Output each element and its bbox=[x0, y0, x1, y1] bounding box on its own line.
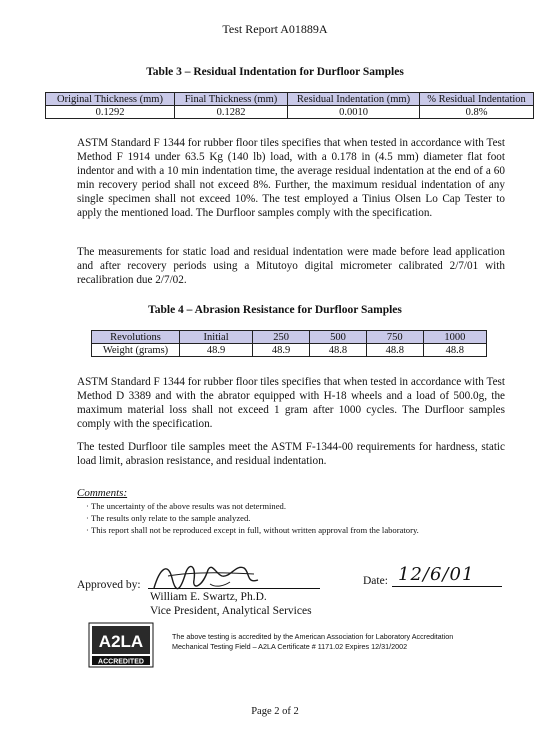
paragraph-measurement-note: The measurements for static load and residual indentation were made before lead application and after recovery periods using a Mitutoyo digital micrometer calibrated 2/7/01 with recalibration due 2/7/02. bbox=[77, 246, 505, 286]
list-item: · The uncertainty of the above results was not determined. bbox=[86, 500, 419, 512]
report-title: Test Report A01889A bbox=[222, 22, 328, 36]
list-item: · This report shall not be reproduced except in full, without written approval from the laboratory. bbox=[86, 524, 419, 536]
table3-caption: Table 3 – Residual Indentation for Durfloor Samples bbox=[146, 66, 404, 78]
table-cell: 48.8 bbox=[310, 344, 367, 357]
a2la-accredited-badge: ACCREDITED bbox=[98, 658, 144, 666]
abrasion-resistance-table bbox=[91, 330, 487, 357]
table-cell: 48.9 bbox=[253, 344, 310, 357]
paragraph-indentation-spec: ASTM Standard F 1344 for rubber floor tiles specifies that when tested in accordance with Test Method F 1914 under 63.5 Kg (140 lb) load, with a 0.178 in (4.5 mm) diameter flat foot indentor and with a 10 min indentation time, the average residual indentation at the end of a 60 min recovery period shall not exceed 8%. Further, the maximum residual indentation of any single specimen shall not exceed 10%. The test employed a Tinius Olsen Lo Cap Tester to apply the mentioned load. The Durfloor samples comply with the specification. bbox=[77, 137, 505, 219]
accreditation-line: The above testing is accredited by the American Association for Laboratory Accreditation bbox=[172, 632, 454, 641]
page-number: Page 2 of 2 bbox=[251, 706, 299, 717]
paragraph-conclusion: The tested Durfloor tile samples meet the ASTM F-1344-00 requirements for hardness, static load limit, abrasion resistance, and residual indentation. bbox=[77, 441, 505, 467]
table-row bbox=[92, 344, 487, 357]
accreditation-line: Mechanical Testing Field – A2LA Certificate # 1171.02 Expires 12/31/2002 bbox=[172, 642, 408, 651]
list-item: · The results only relate to the sample analyzed. bbox=[86, 512, 419, 524]
comments-list bbox=[86, 500, 419, 536]
signature-line bbox=[148, 588, 320, 589]
comments-heading: Comments: bbox=[77, 487, 128, 499]
approved-by-label: Approved by: bbox=[77, 579, 141, 591]
table-cell: 1000 bbox=[423, 331, 486, 344]
table-row bbox=[92, 331, 487, 344]
table-cell: 0.8% bbox=[420, 106, 534, 119]
table-header-cell: Final Thickness (mm) bbox=[175, 93, 288, 106]
table-cell: 0.1282 bbox=[175, 106, 288, 119]
table-header-cell: Original Thickness (mm) bbox=[46, 93, 175, 106]
paragraph-abrasion-spec: ASTM Standard F 1344 for rubber floor tiles specifies that when tested in accordance with Test Method D 3389 and with the abrator equipped with H-18 wheels and a load of 500.0g, the maximum material loss shall not exceed 1 gram after 1000 cycles. The Durfloor samples comply with the specification. bbox=[77, 376, 505, 430]
table4-caption: Table 4 – Abrasion Resistance for Durfloor Samples bbox=[148, 304, 402, 316]
table-cell: 0.0010 bbox=[288, 106, 420, 119]
table-row-label: Revolutions bbox=[92, 331, 180, 344]
table-header-row bbox=[46, 93, 534, 106]
signature-date: 12/6/01 bbox=[398, 564, 475, 585]
table-cell: 48.8 bbox=[366, 344, 423, 357]
a2la-logo-text: A2LA bbox=[98, 632, 144, 651]
accreditation-statement bbox=[172, 632, 453, 652]
table-cell: 500 bbox=[310, 331, 367, 344]
table-cell: 0.1292 bbox=[46, 106, 175, 119]
table-header-cell: Residual Indentation (mm) bbox=[288, 93, 420, 106]
date-label: Date: bbox=[363, 575, 388, 587]
date-line bbox=[392, 586, 502, 587]
table-cell: 48.8 bbox=[423, 344, 486, 357]
signer-name: William E. Swartz, Ph.D. bbox=[150, 591, 267, 603]
a2la-logo bbox=[88, 622, 154, 668]
table-cell: Initial bbox=[180, 331, 253, 344]
signer-title: Vice President, Analytical Services bbox=[150, 605, 312, 617]
table-cell: 250 bbox=[253, 331, 310, 344]
table-header-cell: % Residual Indentation bbox=[420, 93, 534, 106]
residual-indentation-table bbox=[45, 92, 534, 119]
table-cell: 48.9 bbox=[180, 344, 253, 357]
table-row bbox=[46, 106, 534, 119]
table-cell: 750 bbox=[366, 331, 423, 344]
table-row-label: Weight (grams) bbox=[92, 344, 180, 357]
